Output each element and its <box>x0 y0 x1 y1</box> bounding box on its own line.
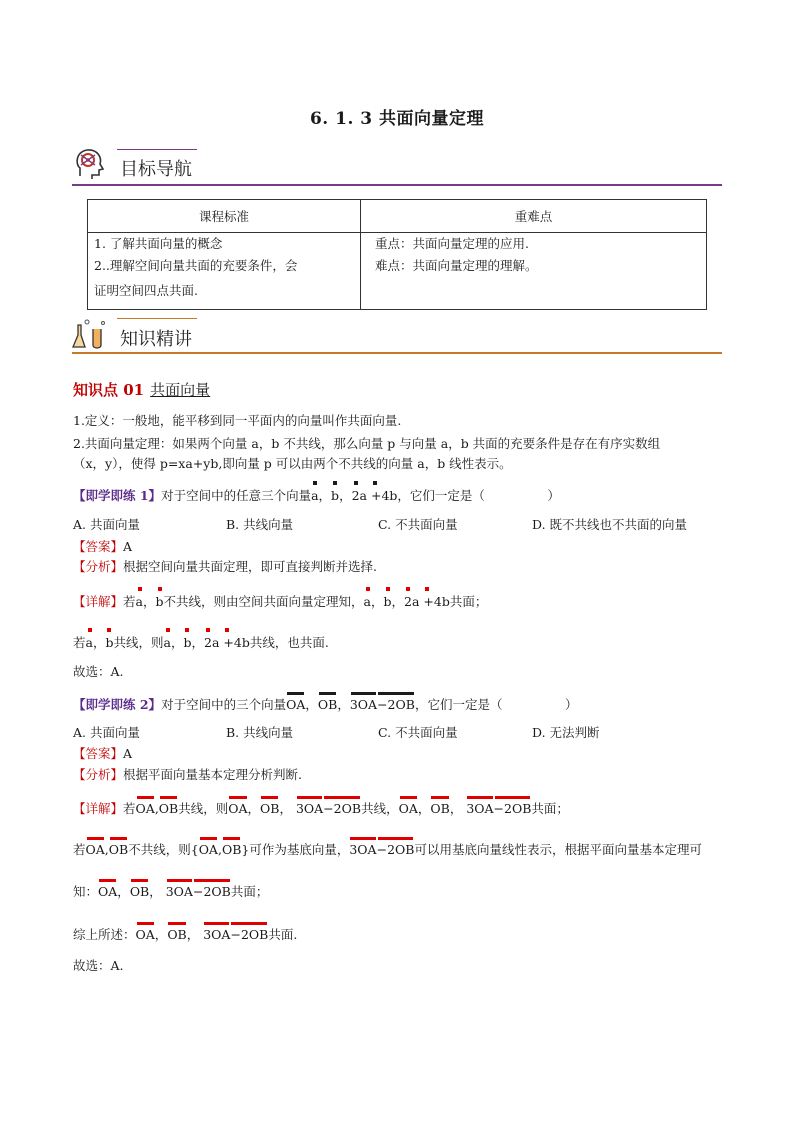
knowledge-point-name: 共面向量 <box>150 381 211 399</box>
answer-line <box>73 537 132 555</box>
vector-b: b <box>331 488 340 503</box>
vector-oa: OA <box>85 842 105 857</box>
vector-2a: 2a <box>204 635 220 650</box>
detail-tag: 【详解】 <box>73 594 124 609</box>
vector-3oa: 3OA <box>295 801 324 816</box>
detail-tag: 【详解】 <box>73 801 124 816</box>
detail-text: 若 <box>123 801 136 816</box>
detail-text: 共线，则 <box>113 635 164 650</box>
standard-line: 证明空间四点共面. <box>94 283 198 298</box>
vector-oa: OA <box>98 884 118 899</box>
vector-3oa: 3OA <box>349 697 378 712</box>
vector-3oa: 3OA <box>165 884 193 899</box>
detail-text: 可作为基底向量， <box>249 842 350 857</box>
option-a: A. 共面向量 <box>73 725 140 740</box>
detail-text: 共线，也共面. <box>249 635 329 650</box>
vector-ob: OB <box>221 842 242 857</box>
table-cell-standards <box>88 233 361 310</box>
detail-text: 不共线，则由空间共面向量定理知， <box>163 594 364 609</box>
vector-4b: +4b <box>370 488 398 503</box>
detail-text: 不共线，则 <box>128 842 191 857</box>
key-point-line: 难点：共面向量定理的理解。 <box>375 258 538 273</box>
answer-value: A <box>123 746 133 761</box>
vector-b: b <box>105 635 114 650</box>
vector-2ob: −2OB <box>192 884 231 899</box>
vector-4b: +4b <box>423 594 450 609</box>
exercise-1-question: 【即学即练 1】对于空间中的任意三个向量a，b，2a +4b，它们一定是（ ） <box>73 488 560 503</box>
option-d: D. 无法判断 <box>532 725 600 740</box>
detail-line-1: 【详解】若a，b不共线，则由空间共面向量定理知，a，b，2a +4b共面； <box>73 594 488 609</box>
vector-3oa: 3OA <box>203 927 231 942</box>
vector-3oa: 3OA <box>349 842 377 857</box>
detail-line-1: 【详解】若OA,OB共线，则OA，OB， 3OA−2OB共线，OA，OB， 3OA−2OB共面； <box>73 801 569 816</box>
vector-oa: OA <box>286 697 306 712</box>
vector-oa: OA <box>398 801 418 816</box>
analysis-line <box>73 765 302 783</box>
vector-2ob: −2OB <box>493 801 532 816</box>
vector-a: a <box>135 594 143 609</box>
vector-b: b <box>155 594 164 609</box>
standard-line: 1. 了解共面向量的概念 <box>94 236 223 251</box>
standard-line: 2..理解空间向量共面的充要条件，会 <box>94 258 298 273</box>
detail-text: 若 <box>73 842 86 857</box>
question-text: ，它们一定是（ ） <box>397 488 560 503</box>
head-gears-icon <box>72 146 108 182</box>
vector-a: a <box>363 594 371 609</box>
conclusion-2: 故选：A. <box>73 958 124 973</box>
option-a: A. 共面向量 <box>73 517 140 532</box>
vector-oa: OA <box>198 842 218 857</box>
summary-line: 综上所述：OA，OB， 3OA−2OB共面. <box>73 927 298 942</box>
detail-text: 知： <box>73 884 99 899</box>
vector-b: b <box>183 635 192 650</box>
vector-ob: OB <box>129 884 150 899</box>
vector-ob: OB <box>108 842 129 857</box>
vector-2ob: −2OB <box>230 927 269 942</box>
detail-line-2: 若OA,OB不共线，则{OA,OB}可作为基底向量，3OA−2OB可以用基底向量线性表示，根据平面向量基本定理可 <box>73 842 702 857</box>
answer-tag: 【答案】 <box>73 746 124 761</box>
section-top-line <box>117 318 197 319</box>
detail-text: 共面. <box>268 927 298 942</box>
table-header-key-points: 重难点 <box>361 200 707 233</box>
analysis-text: 根据空间向量共面定理，即可直接判断并选择. <box>123 559 377 574</box>
question-text: 对于空间中的任意三个向量 <box>161 488 312 503</box>
vector-2a: 2a <box>404 594 420 609</box>
option-d: D. 既不共线也不共面的向量 <box>532 517 688 532</box>
vector-2ob: −2OB <box>376 842 415 857</box>
vector-ob: OB <box>260 801 280 816</box>
vector-2ob: −2OB <box>377 697 415 712</box>
vector-2ob: −2OB <box>323 801 362 816</box>
analysis-text: 根据平面向量基本定理分析判断. <box>123 767 302 782</box>
definition-text: 1.定义：一般地，能平移到同一平面内的向量叫作共面向量. <box>73 413 402 428</box>
theorem-line-2: （x，y），使得 p=xa+yb,即向量 p 可以由两个不共线的向量 a，b 线性表示。 <box>73 456 512 471</box>
option-c: C. 不共面向量 <box>378 517 458 532</box>
table-header-standard: 课程标准 <box>88 200 361 233</box>
answer-value: A <box>123 539 133 554</box>
vector-a: a <box>85 635 93 650</box>
section-heading-goals: 目标导航 <box>120 159 192 180</box>
exercise-2-question: 【即学即练 2】对于空间中的三个向量OA，OB，3OA−2OB，它们一定是（ ） <box>73 697 578 712</box>
vector-ob: OB <box>430 801 450 816</box>
section-top-line <box>117 149 197 150</box>
knowledge-point-heading <box>73 379 210 400</box>
analysis-line <box>73 557 377 575</box>
detail-text: 共面； <box>230 884 269 899</box>
lab-flask-icon <box>72 317 108 353</box>
table-cell-key-points <box>361 233 707 310</box>
detail-text: 综上所述： <box>73 927 136 942</box>
standards-table <box>87 199 707 310</box>
detail-line-2: 若a，b共线，则a，b，2a +4b共线，也共面. <box>73 635 329 650</box>
detail-line-3: 知：OA，OB， 3OA−2OB共面； <box>73 884 269 899</box>
vector-2a: 2a <box>351 488 367 503</box>
detail-text: 若 <box>123 594 136 609</box>
vector-3oa: 3OA <box>466 801 494 816</box>
section-rule-purple <box>72 184 722 186</box>
detail-text: 可以用基底向量线性表示，根据平面向量基本定理可 <box>414 842 702 857</box>
detail-text: 若 <box>73 635 86 650</box>
key-point-line: 重点：共面向量定理的应用. <box>375 236 529 251</box>
vector-oa: OA <box>135 927 155 942</box>
question-text: 对于空间中的三个向量 <box>161 697 287 712</box>
vector-a: a <box>311 488 319 503</box>
vector-4b: +4b <box>223 635 250 650</box>
analysis-tag: 【分析】 <box>73 767 124 782</box>
knowledge-point-label: 知识点 01 <box>73 381 145 399</box>
section-heading-knowledge: 知识精讲 <box>120 329 192 350</box>
conclusion-1: 故选：A. <box>73 664 124 679</box>
analysis-tag: 【分析】 <box>73 559 124 574</box>
vector-b: b <box>383 594 392 609</box>
exercise-2-tag: 【即学即练 2】 <box>73 697 162 712</box>
vector-oa: OA <box>135 801 155 816</box>
detail-text: 共面； <box>531 801 569 816</box>
detail-text: 共面； <box>449 594 488 609</box>
option-b: B. 共线向量 <box>226 725 294 740</box>
vector-ob: OB <box>158 801 179 816</box>
answer-line <box>73 744 132 762</box>
vector-a: a <box>163 635 171 650</box>
section-rule-orange <box>72 352 722 354</box>
vector-ob: OB <box>167 927 187 942</box>
detail-text: 共线， <box>361 801 399 816</box>
option-c: C. 不共面向量 <box>378 725 458 740</box>
option-b: B. 共线向量 <box>226 517 294 532</box>
vector-ob: OB <box>317 697 338 712</box>
theorem-line-1: 2.共面向量定理：如果两个向量 a，b 不共线，那么向量 p 与向量 a，b 共面的充要条件是存在有序实数组 <box>73 436 661 451</box>
answer-tag: 【答案】 <box>73 539 124 554</box>
vector-oa: OA <box>228 801 248 816</box>
question-text: ，它们一定是（ ） <box>414 697 578 712</box>
exercise-1-tag: 【即学即练 1】 <box>73 488 162 503</box>
page-title: 6. 1. 3 共面向量定理 <box>309 109 485 129</box>
detail-text: 共线，则 <box>178 801 229 816</box>
